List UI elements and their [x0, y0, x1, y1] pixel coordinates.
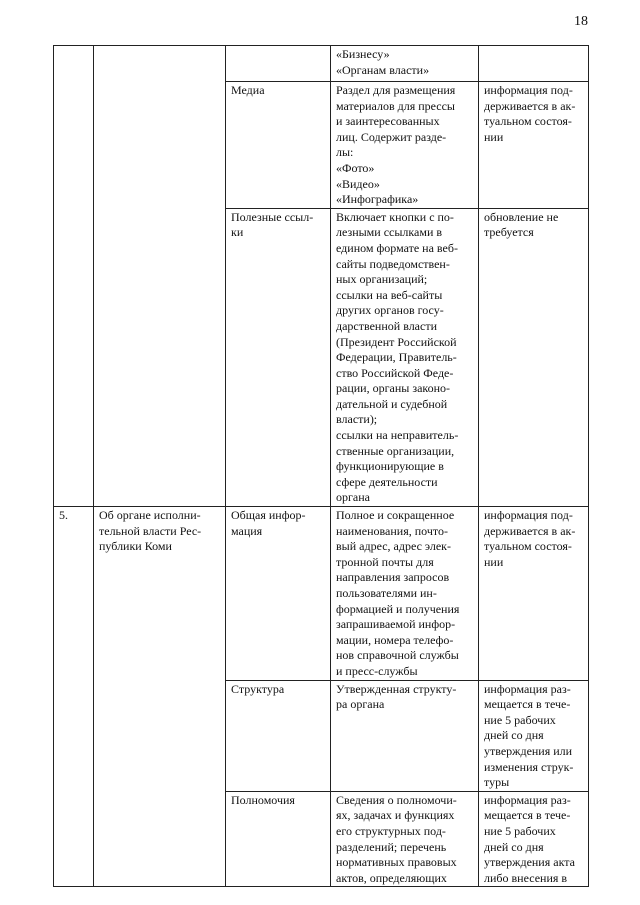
data-table [53, 45, 589, 887]
subsection-cell: Общая инфор- мация [226, 507, 331, 681]
subsection-cell: Медиа [226, 82, 331, 209]
update-rule-cell: информация под- держивается в ак- туальном состоя- нии [479, 507, 589, 681]
subsection-cell: Структура [226, 680, 331, 791]
content-cell: «Бизнесу» «Органам власти» [331, 46, 479, 82]
subsection-cell [226, 46, 331, 82]
content-cell: Включает кнопки с по- лезными ссылками в едином формате на веб- сайты подведомствен- ных организаций; ссылки на веб-сайты других органов госу- дарственной власти (Президент Российской Федерации, Правитель- ство Российской Феде- рации, органы законо- дательной и судебной власти); ссылки на неправитель- ственные организации, функционирующие в сфере деятельности органа [331, 208, 479, 506]
update-rule-cell: информация под- держивается в ак- туальном состоя- нии [479, 82, 589, 209]
subsection-cell: Полезные ссыл- ки [226, 208, 331, 506]
section-name-cell [94, 46, 226, 507]
update-rule-cell: обновление не требуется [479, 208, 589, 506]
section-number-cell: 5. [54, 507, 94, 887]
section-name-cell: Об органе исполни- тельной власти Рес- публики Коми [94, 507, 226, 887]
table-row [54, 507, 589, 681]
subsection-cell: Полномочия [226, 791, 331, 887]
update-rule-cell: информация раз- мещается в тече- ние 5 рабочих дней со дня утверждения или изменения струк- туры [479, 680, 589, 791]
content-cell: Сведения о полномочи- ях, задачах и функциях его структурных под- разделений; перечень нормативных правовых актов, определяющих [331, 791, 479, 887]
content-cell: Утвержденная структу- ра органа [331, 680, 479, 791]
update-rule-cell [479, 46, 589, 82]
content-cell: Раздел для размещения материалов для прессы и заинтересованных лиц. Содержит разде- лы: «Фото» «Видео» «Инфографика» [331, 82, 479, 209]
content-cell: Полное и сокращенное наименования, почто- вый адрес, адрес элек- тронной почты для направления запросов пользователями ин- формацией и получения запрашиваемой инфор- мации, номера телефо- нов справочной службы и пресс-службы [331, 507, 479, 681]
page-number: 18 [574, 14, 588, 29]
update-rule-cell: информация раз- мещается в тече- ние 5 рабочих дней со дня утверждения акта либо внесения в [479, 791, 589, 887]
table-row [54, 46, 589, 82]
section-number-cell [54, 46, 94, 507]
